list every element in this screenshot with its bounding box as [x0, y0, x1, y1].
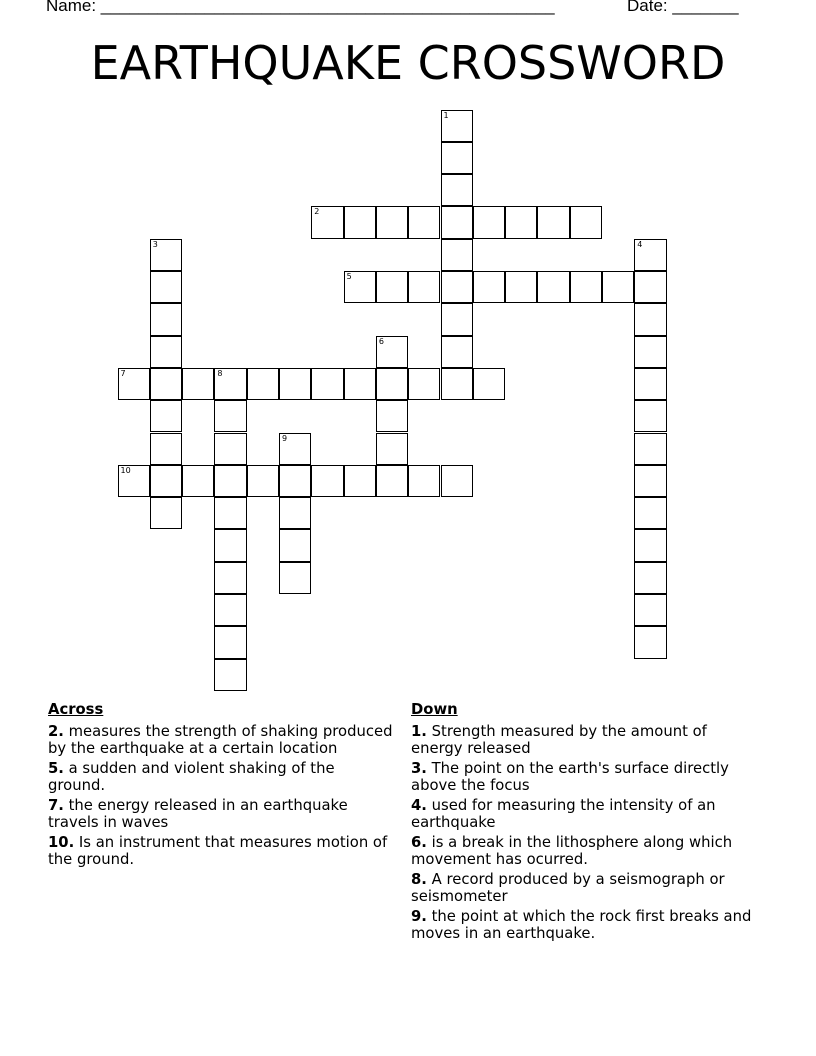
grid-cell[interactable] [441, 465, 473, 497]
clue-number-label: 2. [48, 723, 64, 740]
grid-cell[interactable] [279, 562, 311, 594]
grid-cell[interactable] [214, 465, 246, 497]
down-clue [411, 871, 756, 905]
grid-cell[interactable] [634, 594, 666, 626]
clue-text: used for measuring the intensity of an earthquake [411, 797, 716, 831]
clue-number: 3 [152, 239, 158, 249]
grid-cell[interactable] [441, 239, 473, 271]
grid-cell[interactable] [408, 465, 440, 497]
grid-cell[interactable] [376, 400, 408, 432]
grid-cell[interactable] [118, 368, 150, 400]
grid-cell[interactable] [214, 433, 246, 465]
clue-number-label: 6. [411, 834, 427, 851]
grid-cell[interactable] [279, 529, 311, 561]
grid-cell[interactable] [247, 465, 279, 497]
clue-number: 10 [120, 465, 131, 475]
grid-cell[interactable] [634, 497, 666, 529]
clue-number-label: 5. [48, 760, 64, 777]
grid-cell[interactable] [441, 271, 473, 303]
across-clue [48, 834, 393, 868]
grid-cell[interactable] [408, 368, 440, 400]
down-clue [411, 908, 756, 942]
clue-text: the point at which the rock first breaks and moves in an earthquake. [411, 908, 752, 942]
grid-cell[interactable] [344, 368, 376, 400]
grid-cell[interactable] [634, 465, 666, 497]
across-clues [48, 701, 393, 871]
grid-cell[interactable] [441, 110, 473, 142]
grid-cell[interactable] [150, 303, 182, 335]
grid-cell[interactable] [214, 368, 246, 400]
grid-cell[interactable] [150, 239, 182, 271]
grid-cell[interactable] [441, 368, 473, 400]
across-heading: Across [48, 701, 104, 718]
grid-cell[interactable] [344, 465, 376, 497]
grid-cell[interactable] [214, 529, 246, 561]
grid-cell[interactable] [473, 206, 505, 238]
grid-cell[interactable] [376, 368, 408, 400]
grid-cell[interactable] [214, 562, 246, 594]
clue-number: 8 [217, 368, 223, 378]
grid-cell[interactable] [505, 206, 537, 238]
clue-number: 7 [120, 368, 126, 378]
grid-cell[interactable] [247, 368, 279, 400]
grid-cell[interactable] [634, 529, 666, 561]
grid-cell[interactable] [150, 400, 182, 432]
grid-cell[interactable] [441, 303, 473, 335]
grid-cell[interactable] [344, 206, 376, 238]
clue-number: 4 [637, 239, 643, 249]
clue-number-label: 1. [411, 723, 427, 740]
grid-cell[interactable] [473, 368, 505, 400]
grid-cell[interactable] [150, 271, 182, 303]
grid-cell[interactable] [182, 465, 214, 497]
grid-cell[interactable] [376, 465, 408, 497]
clue-number: 2 [314, 207, 320, 217]
grid-cell[interactable] [570, 271, 602, 303]
clue-number-label: 8. [411, 871, 427, 888]
grid-cell[interactable] [150, 465, 182, 497]
grid-cell[interactable] [150, 368, 182, 400]
grid-cell[interactable] [376, 336, 408, 368]
grid-cell[interactable] [214, 594, 246, 626]
grid-cell[interactable] [634, 271, 666, 303]
grid-cell[interactable] [537, 206, 569, 238]
grid-cell[interactable] [279, 368, 311, 400]
name-field[interactable]: Name: ________________________________________________ [46, 0, 555, 15]
grid-cell[interactable] [214, 400, 246, 432]
clue-number-label: 3. [411, 760, 427, 777]
clue-number: 1 [443, 110, 449, 120]
down-clues [411, 701, 756, 945]
down-clue [411, 723, 756, 757]
grid-cell[interactable] [634, 433, 666, 465]
grid-cell[interactable] [214, 626, 246, 658]
clue-text: a sudden and violent shaking of the ground. [48, 760, 335, 794]
grid-cell[interactable] [634, 400, 666, 432]
grid-cell[interactable] [344, 271, 376, 303]
clue-number: 5 [346, 272, 352, 281]
grid-cell[interactable] [570, 206, 602, 238]
grid-cell[interactable] [279, 497, 311, 529]
clue-text: The point on the earth's surface directly above the focus [411, 760, 729, 794]
grid-cell[interactable] [505, 271, 537, 303]
grid-cell[interactable] [441, 206, 473, 238]
grid-cell[interactable] [634, 562, 666, 594]
clue-number-label: 4. [411, 797, 427, 814]
date-field[interactable]: Date: _______ [627, 0, 739, 15]
across-clue [48, 760, 393, 794]
down-clue [411, 797, 756, 831]
grid-cell[interactable] [441, 174, 473, 206]
down-heading: Down [411, 701, 458, 718]
clue-number: 6 [378, 336, 384, 346]
grid-cell[interactable] [441, 336, 473, 368]
grid-cell[interactable] [279, 465, 311, 497]
grid-cell[interactable] [634, 336, 666, 368]
grid-cell[interactable] [537, 271, 569, 303]
grid-cell[interactable] [634, 239, 666, 271]
clue-number-label: 7. [48, 797, 64, 814]
clue-text: the energy released in an earthquake travels in waves [48, 797, 348, 831]
clue-text: measures the strength of shaking produced by the earthquake at a certain location [48, 723, 393, 757]
clue-text: Strength measured by the amount of energy released [411, 723, 707, 757]
grid-cell[interactable] [634, 303, 666, 335]
grid-cell[interactable] [376, 271, 408, 303]
grid-cell[interactable] [311, 206, 343, 238]
grid-cell[interactable] [311, 465, 343, 497]
grid-cell[interactable] [118, 465, 150, 497]
down-clue [411, 760, 756, 794]
page-title: EARTHQUAKE CROSSWORD [90, 36, 726, 90]
grid-cell[interactable] [150, 497, 182, 529]
across-clue [48, 723, 393, 757]
grid-cell[interactable] [408, 206, 440, 238]
grid-cell[interactable] [602, 271, 634, 303]
grid-cell[interactable] [408, 271, 440, 303]
grid-cell[interactable] [150, 336, 182, 368]
grid-cell[interactable] [150, 433, 182, 465]
clue-number-label: 9. [411, 908, 427, 925]
grid-cell[interactable] [376, 206, 408, 238]
across-clue [48, 797, 393, 831]
grid-cell[interactable] [214, 497, 246, 529]
grid-cell[interactable] [279, 433, 311, 465]
grid-cell[interactable] [214, 659, 246, 691]
clue-number-label: 10. [48, 834, 75, 851]
grid-cell[interactable] [441, 142, 473, 174]
clue-text: A record produced by a seismograph or seismometer [411, 871, 725, 905]
grid-cell[interactable] [311, 368, 343, 400]
grid-cell[interactable] [376, 433, 408, 465]
grid-cell[interactable] [634, 626, 666, 658]
clue-number: 9 [282, 433, 288, 443]
grid-cell[interactable] [634, 368, 666, 400]
clue-text: Is an instrument that measures motion of the ground. [48, 834, 388, 868]
grid-cell[interactable] [182, 368, 214, 400]
grid-cell[interactable] [473, 271, 505, 303]
clue-text: is a break in the lithosphere along which movement has ocurred. [411, 834, 733, 868]
down-clue [411, 834, 756, 868]
